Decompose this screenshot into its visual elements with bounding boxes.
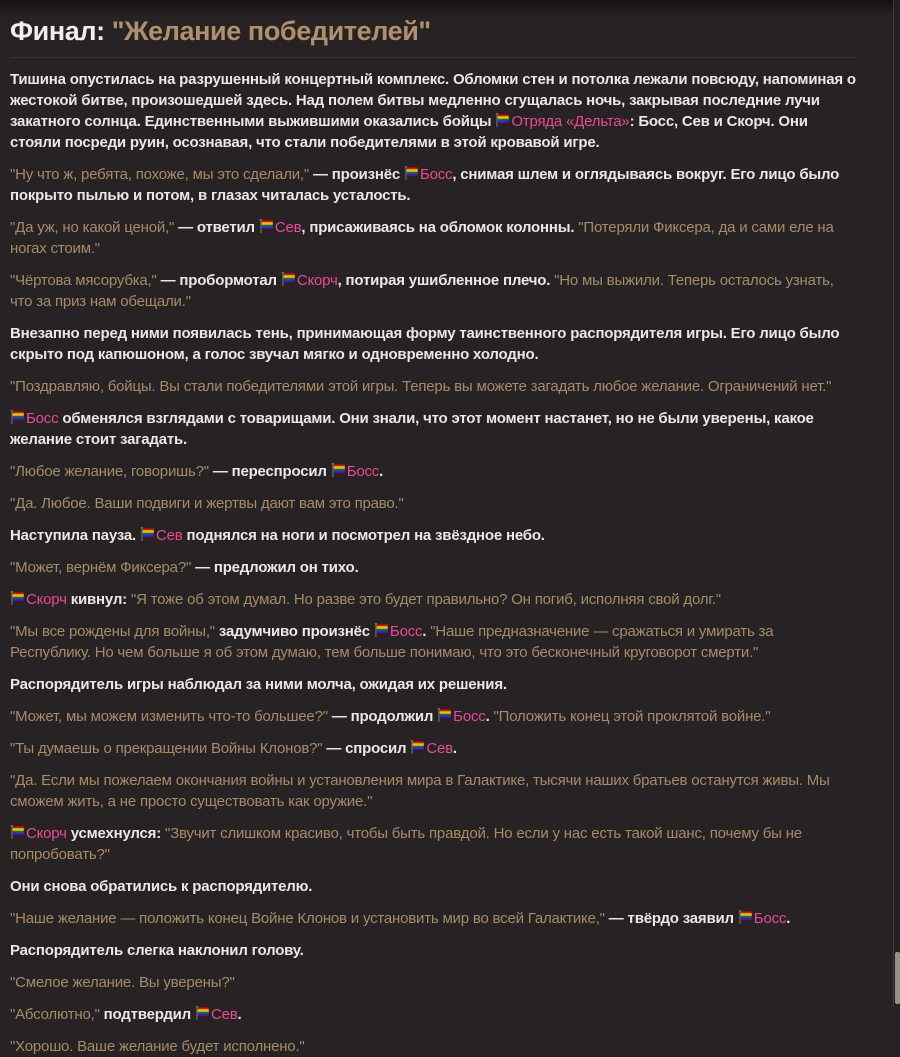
story-paragraph: [10, 323, 856, 365]
story-paragraph: [10, 408, 856, 450]
dialogue-text: "Любое желание, говоришь?": [10, 463, 213, 480]
story-paragraph: [10, 1004, 856, 1025]
pride-flag-icon: [738, 910, 753, 925]
pride-flag-icon: [281, 272, 296, 287]
dialogue-text: "Да. Любое. Ваши подвиги и жертвы дают вам это право.": [10, 495, 404, 512]
narration-text: Распорядитель слегка наклонил голову.: [10, 942, 304, 959]
narration-text: — ответил: [178, 219, 259, 236]
pride-flag-icon: [437, 708, 452, 723]
narration-text: .: [237, 1006, 242, 1023]
character-name[interactable]: Босс: [346, 463, 380, 480]
narration-text: — пробормотал: [160, 272, 281, 289]
story-paragraph: [10, 940, 856, 961]
character-name[interactable]: Скорч: [26, 825, 67, 842]
narration-text: Наступила пауза.: [10, 527, 140, 544]
story-paragraph: [10, 217, 856, 259]
pride-flag-icon: [259, 219, 274, 234]
narration-text: Распорядитель игры наблюдал за ними молча, ожидая их решения.: [10, 676, 507, 693]
dialogue-text: "Ну что ж, ребята, похоже, мы это сделали,": [10, 166, 313, 183]
story-paragraph: [10, 674, 856, 695]
character-name[interactable]: Босс: [753, 910, 787, 927]
story-paragraph: [10, 823, 856, 865]
character-name[interactable]: Босс: [389, 623, 423, 640]
pride-flag-icon: [10, 825, 25, 840]
narration-text: поднялся на ноги и посмотрел на звёздное небо.: [182, 527, 545, 544]
narration-text: .: [452, 740, 457, 757]
dialogue-text: "Поздравляю, бойцы. Вы стали победителями этой игры. Теперь вы можете загадать любое желание. Ограничений нет.": [10, 378, 832, 395]
story-paragraph: [10, 621, 856, 663]
title-quoted: "Желание победителей": [111, 16, 431, 46]
story-body: [10, 69, 856, 1057]
dialogue-text: "Но мы выжили. Теперь осталось узнать, что за приз нам обещали.": [10, 272, 834, 310]
character-name[interactable]: Босс: [26, 410, 59, 427]
narration-text: Внезапно перед ними появилась тень, принимающая форму таинственного распорядителя игры. Его лицо было скрыто под капюшоном, а голос звучал мягко и одновременно холодно.: [10, 325, 840, 363]
story-paragraph: [10, 525, 856, 546]
pride-flag-icon: [10, 410, 25, 425]
character-name[interactable]: Скорч: [26, 591, 67, 608]
dialogue-text: "Потеряли Фиксера, да и сами еле на ногах стоим.": [10, 219, 834, 257]
pride-flag-icon: [195, 1006, 210, 1021]
character-name[interactable]: Босс: [419, 166, 453, 183]
narration-text: — твёрдо заявил: [608, 910, 738, 927]
scrollbar-thumb[interactable]: [895, 952, 900, 1004]
character-name[interactable]: Сев: [274, 219, 302, 236]
narration-text: , потирая ушибленное плечо.: [337, 272, 555, 289]
story-paragraph: [10, 738, 856, 759]
story-paragraph: [10, 1036, 856, 1057]
dialogue-text: "Я тоже об этом думал. Но разве это будет правильно? Он погиб, исполняя свой долг.": [130, 591, 721, 608]
story-paragraph: [10, 770, 856, 812]
narration-text: .: [422, 623, 431, 640]
story-paragraph: [10, 972, 856, 993]
narration-text: .: [786, 910, 791, 927]
narration-text: кивнул:: [66, 591, 131, 608]
narration-text: Тишина опустилась на разрушенный концертный комплекс. Обломки стен и потолка лежали повсюду, напоминая о жестокой битве, произошедшей здесь. Над полем битвы медленно сгущалась ночь, закрывая последние лучи закатного солнца. Единственными выжившими оказались бойцы: [10, 71, 856, 130]
narration-text: .: [379, 463, 384, 480]
pride-flag-icon: [331, 463, 346, 478]
dialogue-text: "Положить конец этой проклятой войне.": [493, 708, 771, 725]
dialogue-text: "Может, мы можем изменить что-то большее?": [10, 708, 332, 725]
scrollbar[interactable]: [893, 0, 900, 1007]
narration-text: — предложил он тихо.: [195, 559, 359, 576]
dialogue-text: "Ты думаешь о прекращении Войны Клонов?": [10, 740, 327, 757]
narration-text: — продолжил: [331, 708, 438, 725]
character-name[interactable]: Босс: [453, 708, 486, 725]
narration-text: задумчиво произнёс: [218, 623, 374, 640]
story-paragraph: [10, 493, 856, 514]
character-name[interactable]: Сев: [155, 527, 183, 544]
pride-flag-icon: [410, 740, 425, 755]
dialogue-text: "Наше желание — положить конец Войне Клонов и установить мир во всей Галактике,": [10, 910, 609, 927]
narration-text: : Босс, Сев и Скорч. Они стояли посреди руин, осознавая, что стали победителями в этой кровавой игре.: [10, 113, 808, 151]
dialogue-text: "Хорошо. Ваше желание будет исполнено.": [10, 1038, 305, 1055]
story-paragraph: [10, 461, 856, 482]
narration-text: — произнёс: [313, 166, 404, 183]
dialogue-text: "Абсолютно,": [10, 1006, 104, 1023]
pride-flag-icon: [140, 527, 155, 542]
character-name[interactable]: Отряда «Дельта»: [511, 113, 630, 130]
character-name[interactable]: Сев: [210, 1006, 238, 1023]
story-paragraph: [10, 376, 856, 397]
narration-text: , присаживаясь на обломок колонны.: [301, 219, 579, 236]
pride-flag-icon: [374, 623, 389, 638]
dialogue-text: "Мы все рождены для войны,": [10, 623, 219, 640]
dialogue-text: "Смелое желание. Вы уверены?": [10, 974, 235, 991]
narration-text: подтвердил: [103, 1006, 195, 1023]
dialogue-text: "Может, вернём Фиксера?": [10, 559, 196, 576]
story-paragraph: [10, 69, 856, 153]
character-name[interactable]: Скорч: [296, 272, 338, 289]
dialogue-text: "Наше предназначение — сражаться и умирать за Республику. Но чем больше я об этом думаю, тем больше понимаю, что это бесконечный круговорот смерти.": [10, 623, 774, 661]
narration-text: обменялся взглядами с товарищами. Они знали, что этот момент настанет, но не были уверены, какое желание стоит загадать.: [10, 410, 814, 448]
dialogue-text: "Да. Если мы пожелаем окончания войны и установления мира в Галактике, тысячи наших братьев останутся живы. Мы сможем жить, а не просто существовать как оружие.": [10, 772, 830, 810]
dialogue-text: "Да уж, но какой ценой,": [10, 219, 179, 236]
narration-text: усмехнулся:: [66, 825, 165, 842]
narration-text: Они снова обратились к распорядителю.: [10, 878, 313, 895]
story-paragraph: [10, 589, 856, 610]
page-title: [10, 16, 856, 58]
pride-flag-icon: [10, 591, 25, 606]
title-prefix: Финал:: [10, 16, 105, 46]
narration-text: .: [485, 708, 494, 725]
character-name[interactable]: Сев: [426, 740, 453, 757]
story-paragraph: [10, 270, 856, 312]
story-paragraph: [10, 876, 856, 897]
narration-text: — переспросил: [212, 463, 331, 480]
dialogue-text: "Чёртова мясорубка,": [10, 272, 161, 289]
story-paragraph: [10, 706, 856, 727]
story-paragraph: [10, 908, 856, 929]
pride-flag-icon: [404, 166, 419, 181]
story-paragraph: [10, 164, 856, 206]
story-paragraph: [10, 557, 856, 578]
narration-text: — спросил: [326, 740, 411, 757]
narration-text: , снимая шлем и оглядываясь вокруг. Его лицо было покрыто пылью и потом, в глазах читалась усталость.: [10, 166, 840, 204]
pride-flag-icon: [495, 113, 510, 128]
dialogue-text: "Звучит слишком красиво, чтобы быть правдой. Но если у нас есть такой шанс, почему бы не попробовать?": [10, 825, 802, 863]
